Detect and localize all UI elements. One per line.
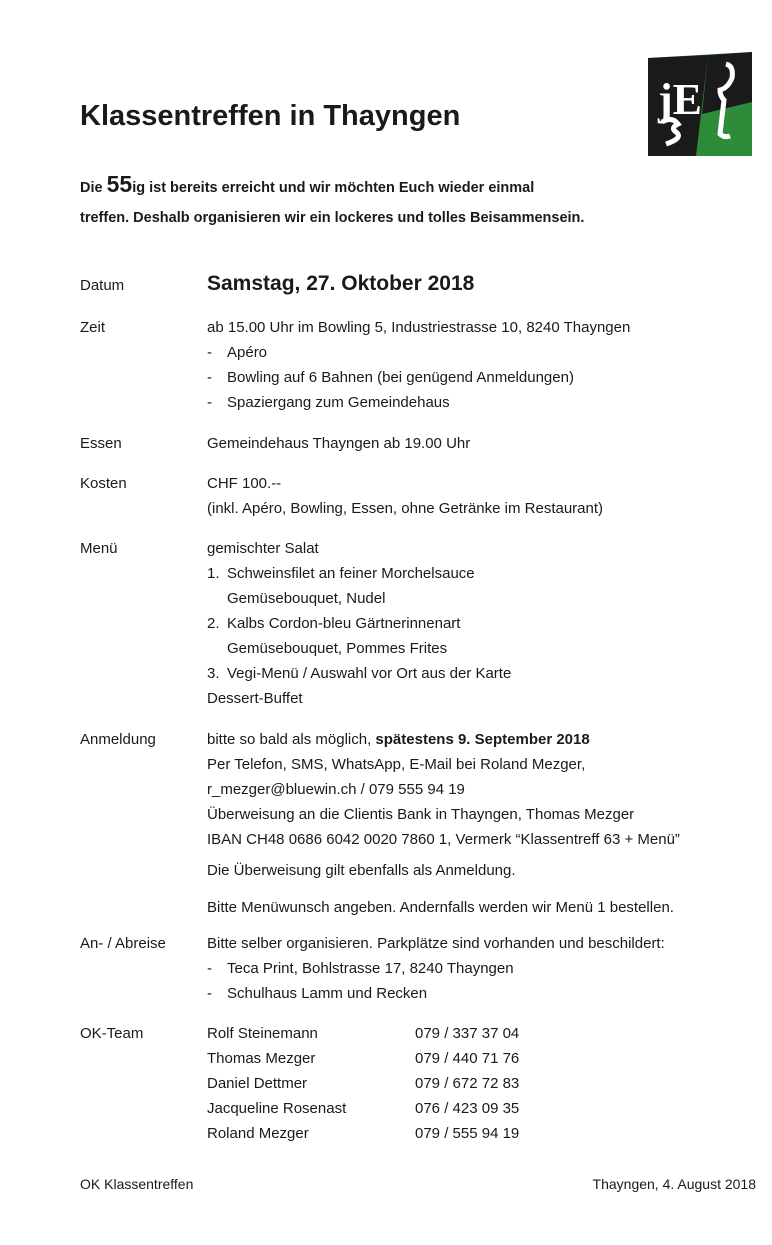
zeit-item: - Bowling auf 6 Bahnen (bei genügend Anmeldungen)	[207, 365, 747, 390]
intro-big-number: 55	[106, 171, 133, 197]
menu-option-side: Gemüsebouquet, Pommes Frites	[227, 640, 448, 657]
footer-left: OK Klassentreffen	[80, 1176, 194, 1192]
essen-value: Gemeindehaus Thayngen ab 19.00 Uhr	[207, 435, 471, 452]
label-menu: Menü	[80, 540, 118, 557]
anmeldung-menu-note: Bitte Menüwunsch angeben. Andernfalls werden wir Menü 1 bestellen.	[207, 899, 674, 916]
label-kosten: Kosten	[80, 475, 127, 492]
menu-option-side: Gemüsebouquet, Nudel	[227, 590, 386, 607]
footer-right: Thayngen, 4. August 2018	[592, 1176, 756, 1192]
menu-option: 3. Vegi-Menü / Auswahl vor Ort aus der Karte	[207, 665, 512, 682]
label-zeit: Zeit	[80, 319, 106, 336]
page-title: Klassentreffen in Thayngen	[80, 100, 461, 132]
svg-text:jE: jE	[658, 75, 702, 124]
label-anreise: An- / Abreise	[80, 935, 166, 952]
team-member: Jacqueline Rosenast 076 / 423 09 35	[207, 1100, 520, 1117]
intro-post: ig ist bereits erreicht und wir möchten Euch wieder einmal	[132, 180, 535, 196]
anmeldung-email: r_mezger@bluewin.ch / 079 555 94 19	[207, 781, 465, 798]
section-team	[80, 1021, 740, 1142]
anmeldung-note: Die Überweisung gilt ebenfalls als Anmeldung.	[207, 862, 516, 879]
menu-option: 2. Kalbs Cordon-bleu Gärtnerinnenart	[207, 615, 461, 632]
anmeldung-contact: Per Telefon, SMS, WhatsApp, E-Mail bei Roland Mezger,	[207, 756, 586, 773]
deadline-date: spätestens 9. September 2018	[375, 731, 590, 748]
anreise-item: - Teca Print, Bohlstrasse 17, 8240 Thayngen	[207, 956, 747, 981]
menu-option: 1. Schweinsfilet an feiner Morchelsauce	[207, 565, 475, 582]
class-logo-icon	[648, 52, 752, 156]
menu-starter: gemischter Salat	[207, 540, 319, 557]
zeit-item: - Apéro	[207, 340, 747, 365]
label-team: OK-Team	[80, 1025, 144, 1042]
anreise-item: - Schulhaus Lamm und Recken	[207, 981, 747, 1006]
zeit-line: ab 15.00 Uhr im Bowling 5, Industriestrasse 10, 8240 Thayngen	[207, 319, 631, 336]
intro-line2: treffen. Deshalb organisieren wir ein lockeres und tolles Beisammensein.	[80, 210, 585, 226]
team-member: Roland Mezger 079 / 555 94 19	[207, 1125, 520, 1142]
anreise-line: Bitte selber organisieren. Parkplätze sind vorhanden und beschildert:	[207, 935, 665, 952]
zeit-item: - Spaziergang zum Gemeindehaus	[207, 390, 747, 415]
team-member: Daniel Dettmer 079 / 672 72 83	[207, 1075, 520, 1092]
team-member: Rolf Steinemann 079 / 337 37 04	[207, 1025, 520, 1042]
anmeldung-deadline: bitte so bald als möglich, spätestens 9. September 2018	[207, 731, 590, 748]
kosten-value: CHF 100.--	[207, 475, 282, 492]
team-member: Thomas Mezger 079 / 440 71 76	[207, 1050, 520, 1067]
label-anmeldung: Anmeldung	[80, 731, 156, 748]
menu-dessert: Dessert-Buffet	[207, 690, 303, 707]
anmeldung-iban: IBAN CH48 0686 6042 0020 7860 1, Vermerk “Klassentreff 63 + Menü”	[207, 831, 680, 848]
label-essen: Essen	[80, 435, 122, 452]
event-date: Samstag, 27. Oktober 2018	[207, 272, 475, 295]
anmeldung-bank: Überweisung an die Clientis Bank in Thayngen, Thomas Mezger	[207, 806, 635, 823]
intro-pre: Die	[80, 180, 107, 196]
label-datum: Datum	[80, 277, 125, 294]
kosten-note: (inkl. Apéro, Bowling, Essen, ohne Getränke im Restaurant)	[207, 500, 604, 517]
intro-text	[80, 166, 720, 226]
